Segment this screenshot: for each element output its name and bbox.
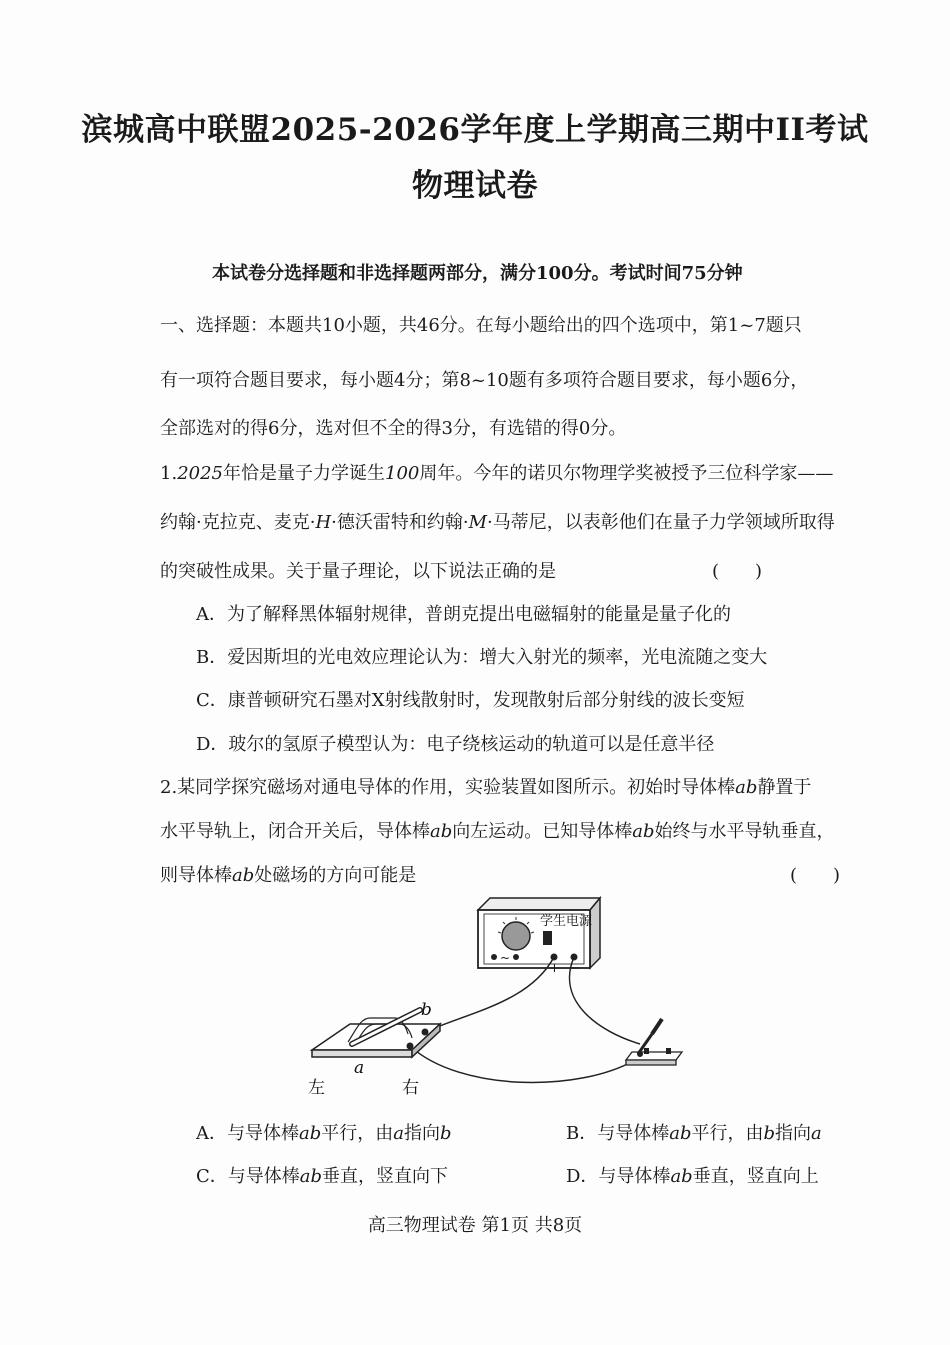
minus-sign: − xyxy=(570,961,581,976)
ac-symbol: ~ xyxy=(500,951,511,965)
q2-option-b[interactable]: B．与导体棒ab平行，由b指向a xyxy=(566,1123,822,1144)
label-b: b xyxy=(421,1000,432,1020)
connecting-wires xyxy=(410,957,640,1082)
exam-title: 滨城高中联盟2025-2026学年度上学期高三期中II考试 xyxy=(81,112,869,148)
q2-answer-blank[interactable]: ( ) xyxy=(790,865,841,886)
q1-stem-line2: 约翰·克拉克、麦克·H·德沃雷特和约翰·M·马蒂尼，以表彰他们在量子力学领域所取得 xyxy=(160,512,835,533)
experiment-apparatus-figure xyxy=(300,892,700,1102)
plus-sign: + xyxy=(549,961,560,976)
q2-option-a[interactable]: A．与导体棒ab平行，由a指向b xyxy=(196,1123,452,1144)
section-instructions-line3: 全部选对的得6分，选对但不全的得3分，有选错的得0分。 xyxy=(160,418,627,439)
label-left: 左 xyxy=(308,1078,325,1098)
page-footer: 高三物理试卷 第1页 共8页 xyxy=(367,1215,583,1236)
power-switch[interactable] xyxy=(543,931,552,945)
section-instructions-line1: 一、选择题：本题共10小题，共46分。在每小题给出的四个选项中，第1~7题只 xyxy=(160,315,802,336)
power-knob[interactable] xyxy=(502,922,530,950)
power-supply-label: 学生电源 xyxy=(540,914,593,929)
q1-stem-line3: 的突破性成果。关于量子理论，以下说法正确的是 xyxy=(160,561,556,582)
label-a: a xyxy=(354,1058,365,1078)
q1-answer-blank[interactable]: ( ) xyxy=(712,561,763,582)
q2-option-d[interactable]: D．与导体棒ab垂直，竖直向上 xyxy=(566,1166,819,1187)
q1-option-b[interactable]: B．爱因斯坦的光电效应理论认为：增大入射光的频率，光电流随之变大 xyxy=(196,647,768,668)
q1-option-c[interactable]: C．康普顿研究石墨对X射线散射时，发现散射后部分射线的波长变短 xyxy=(196,690,745,711)
q2-stem-line1: 2.某同学探究磁场对通电导体的作用，实验装置如图所示。初始时导体棒ab静置于 xyxy=(160,777,812,798)
exam-subject-title: 物理试卷 xyxy=(412,168,538,204)
q2-stem-line2: 水平导轨上，闭合开关后，导体棒ab向左运动。已知导体棒ab始终与水平导轨垂直， xyxy=(160,821,835,842)
q2-option-c[interactable]: C．与导体棒ab垂直，竖直向下 xyxy=(196,1166,449,1187)
student-power-supply xyxy=(478,898,600,976)
q1-option-a[interactable]: A．为了解释黑体辐射规律，普朗克提出电磁辐射的能量是量子化的 xyxy=(196,604,731,625)
section-instructions-line2: 有一项符合题目要求，每小题4分；第8~10题有多项符合题目要求，每小题6分， xyxy=(160,370,809,391)
horizontal-rails xyxy=(312,1018,440,1057)
q1-option-d[interactable]: D．玻尔的氢原子模型认为：电子绕核运动的轨道可以是任意半径 xyxy=(196,734,715,755)
q1-stem-line1: 1.2025年恰是量子力学诞生100周年。今年的诺贝尔物理学奖被授予三位科学家—— xyxy=(160,463,834,484)
label-right: 右 xyxy=(402,1078,419,1098)
q2-stem-line3: 则导体棒ab处磁场的方向可能是 xyxy=(160,865,417,886)
exam-intro: 本试卷分选择题和非选择题两部分，满分100分。考试时间75分钟 xyxy=(212,263,743,284)
